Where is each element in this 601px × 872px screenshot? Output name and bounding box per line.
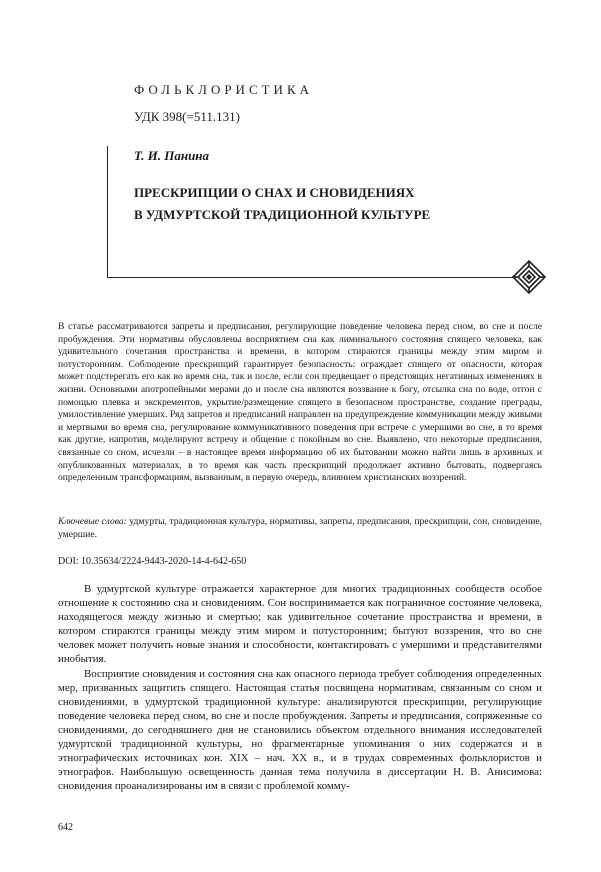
article-body	[58, 582, 542, 793]
udk-code: УДК 398(=511.131)	[134, 109, 240, 124]
body-paragraph-2: Восприятие сновидения и состояния сна как опасного периода требует соблюдения определенных мер, призванных защитить спящего. Настоящая статья посвящена нормативам, связанным со сном и сновидениями, в удмуртской традиционной культуре: анализируются прескрипции, регулирующие поведение человека перед сном, во сне и после пробуждения. Запреты и предписания, сопряженные со сновидениями, до сегодняшнего дня не становились объектом отдельного внимания исследователей удмуртской традиционной культуры, но фрагментарные упоминания о них содержатся и в этнографических источниках кон. XIX – нач. XX в., и в трудах современных фольклористов и этнографов. Наибольшую освещенность данная тема получила в диссертации Н. В. Анисимова: сновидения проанализированы им в связи с проблемой комму-	[58, 667, 542, 793]
title-line-2: В УДМУРТСКОЙ ТРАДИЦИОННОЙ КУЛЬТУРЕ	[134, 207, 431, 222]
keywords-label: Ключевые слова:	[58, 516, 127, 527]
author-name: Т. И. Панина	[134, 148, 210, 163]
article-title	[134, 182, 430, 226]
title-line-1: ПРЕСКРИПЦИИ О СНАХ И СНОВИДЕНИЯХ	[134, 185, 415, 200]
ornament-icon	[512, 260, 546, 294]
frame-line-horizontal	[107, 277, 516, 278]
keywords-text: удмурты, традиционная культура, нормативы, запреты, предписания, прескрипции, сон, сновидение, умершие.	[58, 516, 542, 540]
doi: DOI: 10.35634/2224-9443-2020-14-4-642-650	[58, 556, 247, 567]
keywords	[58, 516, 542, 541]
page-number: 642	[58, 822, 73, 833]
section-heading: ФОЛЬКЛОРИСТИКА	[134, 82, 314, 97]
abstract: В статье рассматриваются запреты и предписания, регулирующие поведение человека перед сном, во сне и после пробуждения. Эти нормативы обусловлены восприятием сна как лиминального состояния спящего человека, как удивительного сочетания пространства и времени, в котором стираются границы между этим миром и потусторонним. Соблюдение прескрипций гарантирует безопасность: ограждает спящего от опасности, которая может подстерегать его как во время сна, так и после, если сон предвещает о предстоящих негативных изменениях в жизни. Основными апотропейными мерами до и после сна являются воззвание к богу, отсылка сна по воде, отгон с помощью плевка и экскрементов, укрытие/размещение спящего в безопасном пространстве, создание преграды, умилостивление умерших. Ряд запретов и предписаний направлен на предупреждение коммуникации между живыми и мертвыми во время сна, регулирование коммуникативного поведения при встрече с умершими во сне, в то время как другие, напротив, моделируют встречу и общение с покойным во сне. Выявлено, что некоторые предписания, связанные со сном, исчезли – в настоящее время информацию об их бытовании можно найти лишь в архивных и опубликованных материалах, в то время как часть прескрипций продолжает активно бытовать, подвергаясь определенным трансформациям, вызванным, в первую очередь, влиянием христианских воззрений.	[58, 321, 542, 484]
frame-line-vertical	[107, 146, 108, 278]
body-paragraph-1: В удмуртской культуре отражается характерное для многих традиционных сообществ особое отношение к состоянию сна и сновидениям. Сон воспринимается как пограничное состояние человека, находящегося между жизнью и смертью; как удивительное сочетание пространства и времени, в котором стираются границы между этим миром и потусторонним; бытуют воззрения, что во сне человек может получить новые знания и способности, контактировать с умершими и представителями инобытия.	[58, 583, 542, 666]
